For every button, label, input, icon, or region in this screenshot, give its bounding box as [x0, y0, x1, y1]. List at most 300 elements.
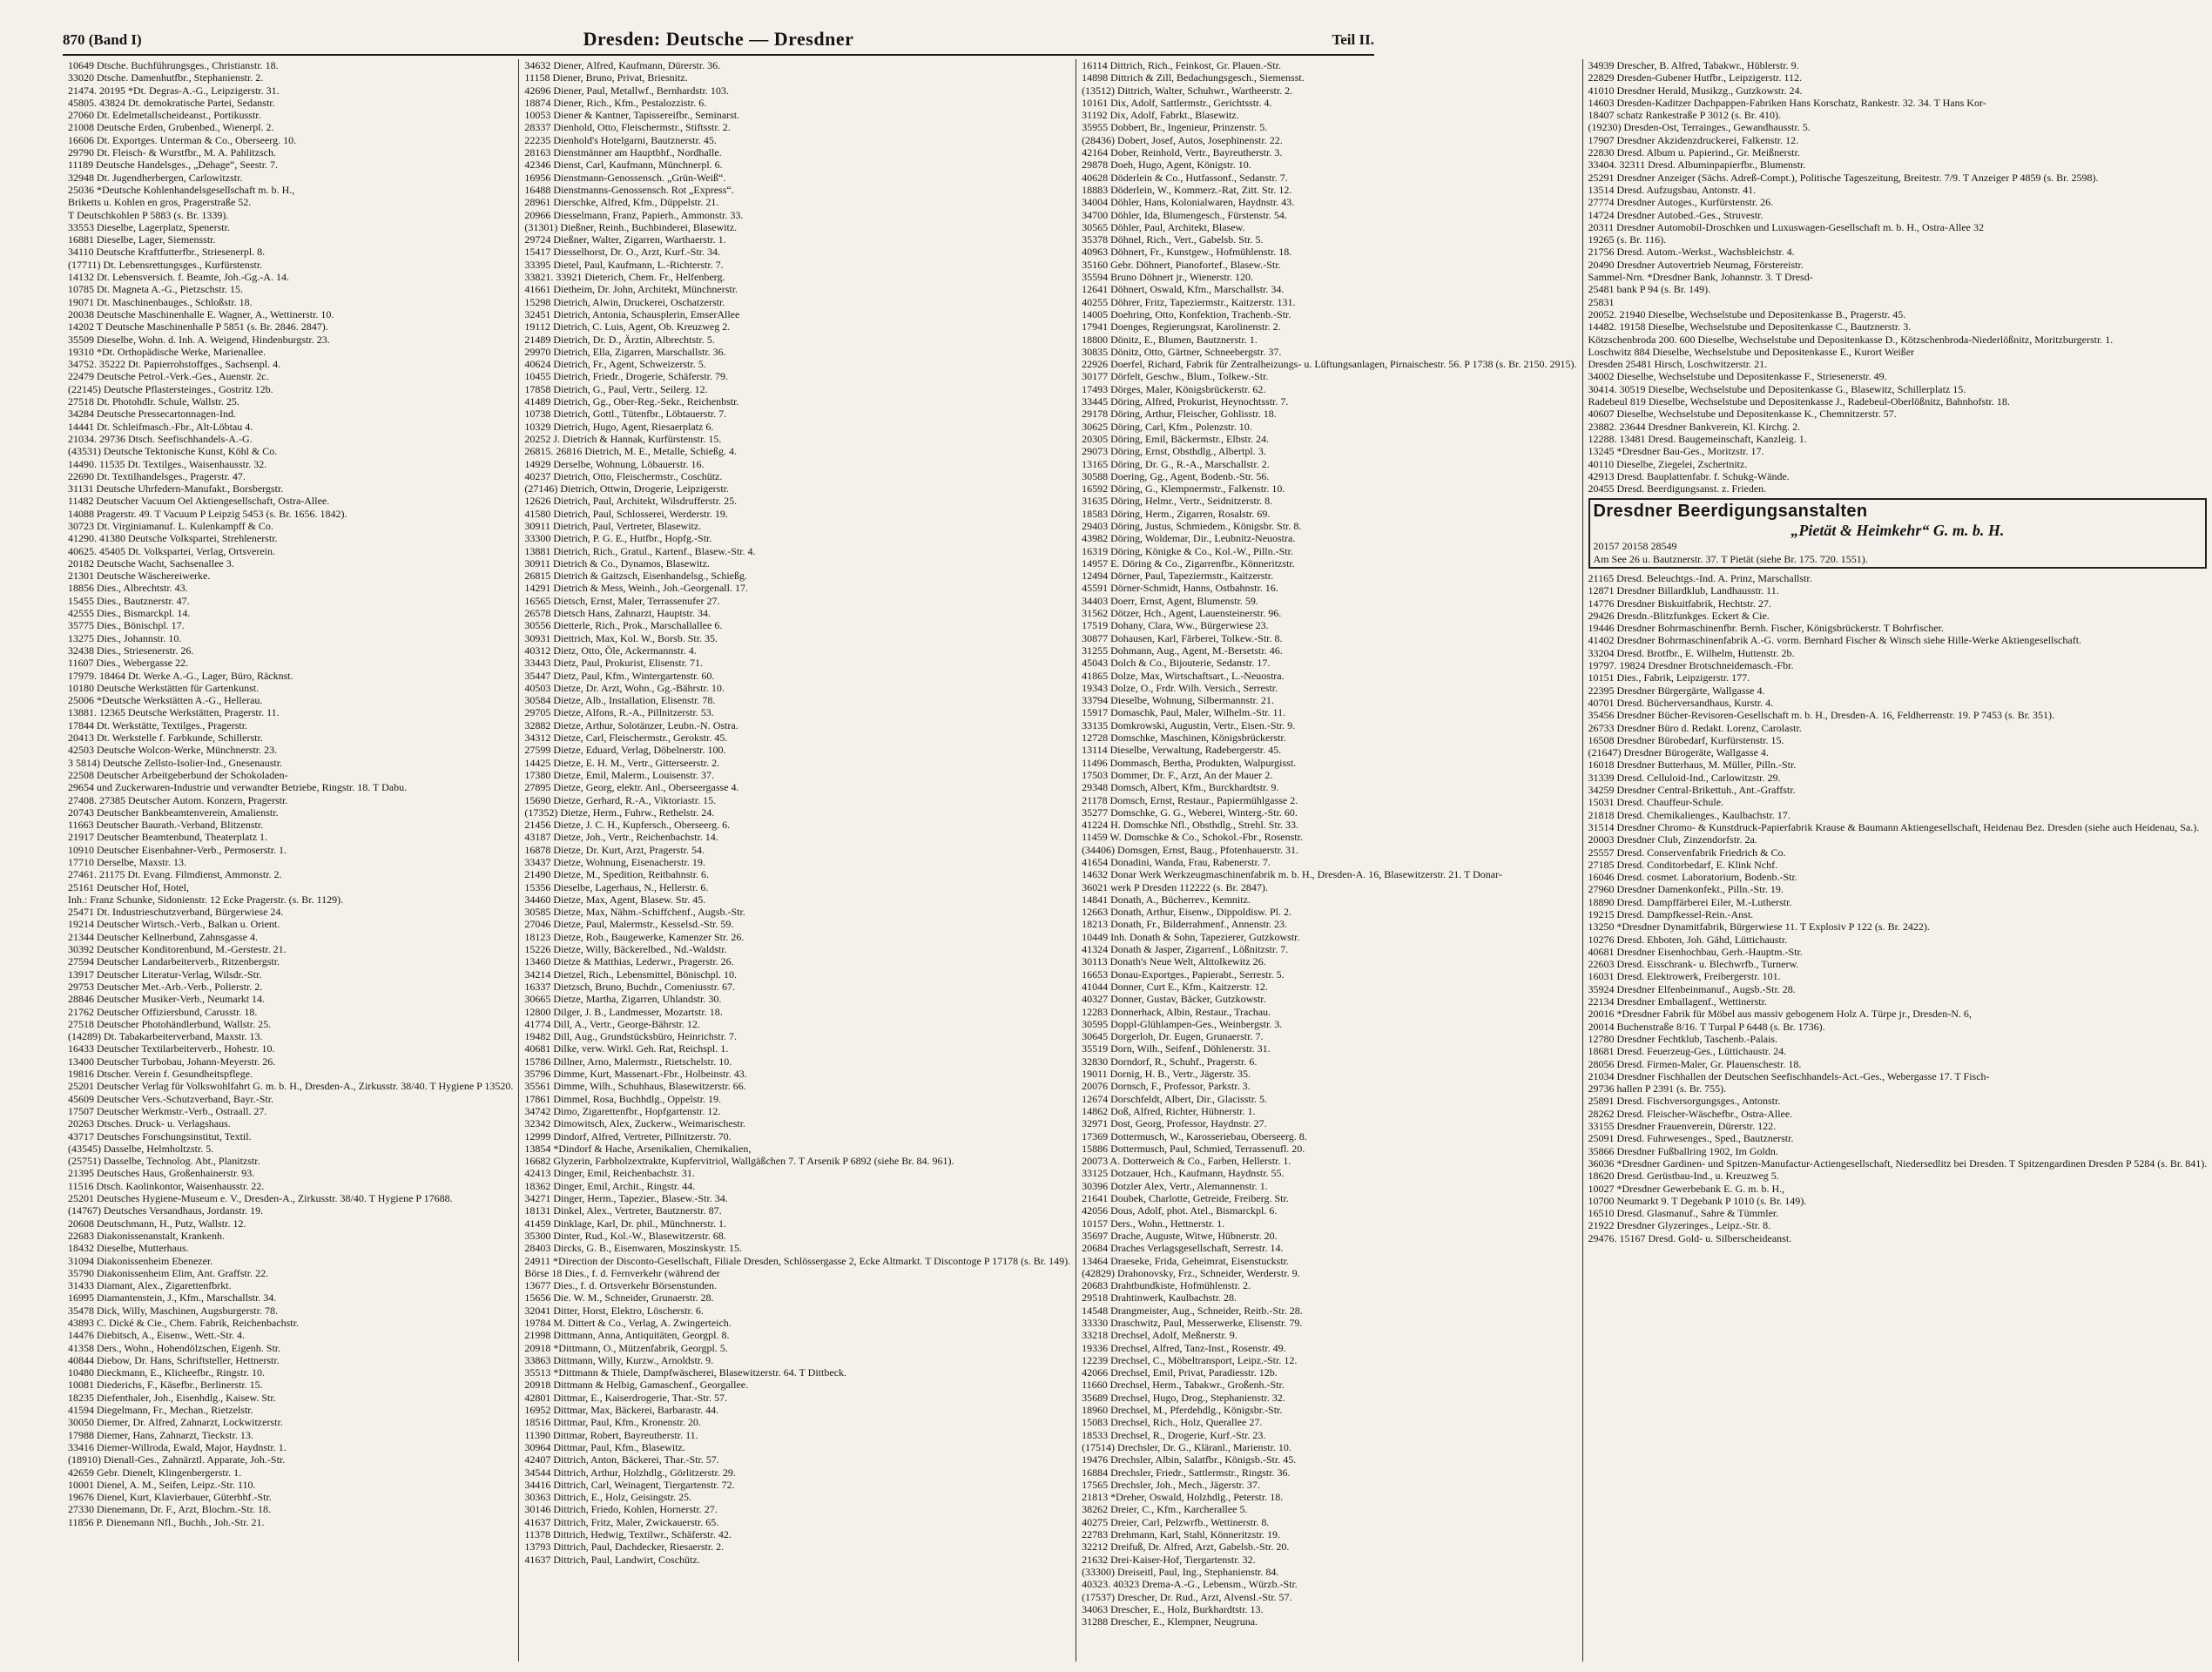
directory-entry: 3 5814) Deutsche Zellsto-Isolier-Ind., Gnesenaustr. — [68, 756, 283, 769]
directory-entry: 34416 Dittrich, Carl, Weinagent, Tiergartenstr. 72. — [524, 1478, 735, 1491]
directory-entry: 13114 Dieselbe, Verwaltung, Radebergerstr. 45. — [1082, 744, 1282, 757]
directory-entry: 43893 C. Dické & Cie., Chem. Fabrik, Reichenbachstr. — [68, 1316, 299, 1329]
directory-entry: 21165 Dresd. Beleuchtgs.-Ind. A. Prinz, Marschallstr. — [1588, 571, 1812, 584]
directory-entry: 13275 Dies., Johannstr. 10. — [68, 631, 182, 644]
directory-entry: 31094 Diakonissenheim Ebenezer. — [68, 1254, 213, 1267]
directory-entry: (17514) Drechsler, Dr. G., Kläranl., Marienstr. 10. — [1082, 1440, 1291, 1453]
directory-entry: 34271 Dinger, Herm., Tapezier., Blasew.-Str. 34. — [524, 1192, 728, 1205]
directory-entry: Börse 18 Dies., f. d. Fernverkehr (während der — [524, 1266, 720, 1279]
directory-entry: 14929 Derselbe, Wohnung, Löbauerstr. 16. — [524, 457, 705, 470]
directory-entry: 31255 Dohmann, Aug., Agent, M.-Bersetstr. 46. — [1082, 644, 1283, 657]
directory-entry: 22683 Diakonissenanstalt, Krankenh. — [68, 1229, 225, 1242]
directory-entry: 32212 Dreifuß, Dr. Alfred, Arzt, Gabelsb.-Str. 20. — [1082, 1541, 1290, 1554]
directory-entry: 35160 Gebr. Döhnert, Pianofortef., Blasew.-Str. — [1082, 258, 1281, 271]
directory-entry: 10157 Ders., Wohn., Hettnerstr. 1. — [1082, 1217, 1225, 1230]
directory-entry: (17352) Dietze, Herm., Fuhrw., Rethelstr. 24. — [524, 806, 715, 819]
directory-entry: 42346 Dienst, Carl, Kaufmann, Münchnerpl. 6. — [524, 158, 723, 172]
directory-entry: 27046 Dietze, Paul, Malermstr., Kesselsd.-Str. 59. — [524, 918, 734, 931]
directory-entry: 26815. 26816 Dietrich, M. E., Metalle, Schießg. 4. — [524, 445, 738, 458]
directory-entry: 32041 Ditter, Horst, Elektro, Löscherstr. 6. — [524, 1304, 704, 1317]
directory-entry: 41324 Donath & Jasper, Zigarrenf., Lößnitzstr. 7. — [1082, 943, 1289, 956]
directory-entry: 40255 Döhrer, Fritz, Tapeziermstr., Kaitzerstr. 131. — [1082, 295, 1296, 308]
directory-entry: (17711) Dt. Lebensrettungsges., Kurfürstenstr. — [68, 258, 263, 271]
directory-entry: 20016 *Dresdner Fabrik für Möbel aus massiv gebogenem Holz A. Türpe jr., Dresden-N. 6, — [1588, 1008, 1972, 1021]
directory-entry: 33416 Diemer-Willroda, Ewald, Major, Haydnstr. 1. — [68, 1440, 287, 1453]
directory-entry: 16878 Dietze, Dr. Kurt, Arzt, Pragerstr. 54. — [524, 843, 705, 856]
directory-entry: 41865 Dolze, Max, Wirtschaftsart., L.-Neuostra. — [1082, 669, 1285, 682]
directory-entry: 22235 Dienhold's Hotelgarni, Bautznerstr. 45. — [524, 133, 717, 146]
directory-entry: 26815 Dietrich & Gaitzsch, Eisenhandelsg., Schießg. — [524, 570, 747, 583]
directory-entry: 15356 Dieselbe, Lagerhaus, N., Hellerstr. 6. — [524, 880, 709, 893]
directory-entry: 35594 Bruno Döhnert jr., Wienerstr. 120. — [1082, 271, 1254, 284]
directory-entry: 20076 Dornsch, F., Professor, Parkstr. 3. — [1082, 1080, 1251, 1093]
directory-entry: 31514 Dresdner Chromo- & Kunstdruck-Papierfabrik Krause & Baumann Aktiengesellschaft, Heidenau Bez. Dresden (siehe auch Heidenau, Sa.). — [1588, 820, 2200, 833]
directory-entry: 21178 Domsch, Ernst, Restaur., Papiermühlgasse 2. — [1082, 793, 1298, 806]
directory-entry: 34752. 35222 Dt. Papierrohstoffges., Sachsenpl. 4. — [68, 358, 281, 371]
directory-entry: 14862 Doß, Alfred, Richter, Hübnerstr. 1. — [1082, 1104, 1256, 1117]
directory-entry: 29790 Dt. Fleisch- & Wurstfbr., M. A. Pahlitzsch. — [68, 146, 276, 159]
directory-entry: 30584 Dietze, Alb., Installation, Elisenstr. 78. — [524, 694, 716, 707]
directory-entry: 15083 Drechsel, Rich., Holz, Querallee 27. — [1082, 1416, 1263, 1429]
directory-entry: 45591 Dörner-Schmidt, Hanns, Ostbahnstr. 16. — [1082, 582, 1278, 595]
directory-entry: 10910 Deutscher Eisenbahner-Verb., Permoserstr. 1. — [68, 843, 287, 856]
directory-entry: 30665 Dietze, Martha, Zigarren, Uhlandstr. 30. — [524, 993, 722, 1006]
directory-entry: 21818 Dresd. Chemikalienges., Kaulbachstr. 17. — [1588, 808, 1791, 821]
directory-entry: 34259 Dresdner Central-Brikettuh., Ant.-Graffstr. — [1588, 784, 1796, 797]
directory-entry: 19676 Dienel, Kurt, Klavierbauer, Güterbhf.-Str. — [68, 1491, 272, 1504]
directory-entry: 12288. 13481 Dresd. Baugemeinschaft, Kanzleig. 1. — [1588, 432, 1807, 445]
directory-entry: 20684 Draches Verlagsgesellschaft, Serrestr. 14. — [1082, 1242, 1284, 1255]
directory-entry: 34632 Diener, Alfred, Kaufmann, Dürerstr. 36. — [524, 59, 721, 71]
directory-entry: 29348 Domsch, Albert, Kfm., Burckhardtstr. 9. — [1082, 781, 1279, 794]
directory-entry: 22395 Dresdner Bürgergärte, Wallgasse 4. — [1588, 684, 1765, 697]
directory-entry: 36021 werk P Dresden 112222 (s. Br. 2847). — [1082, 880, 1268, 893]
directory-entry: (43531) Deutsche Tektonische Kunst, Köhl & Co. — [68, 445, 278, 458]
directory-entry: 21917 Deutscher Beamtenbund, Theaterplatz 1. — [68, 831, 268, 844]
directory-entry: Dresden 25481 Hirsch, Loschwitzerstr. 21. — [1588, 358, 1768, 371]
directory-entry: 33020 Dtsche. Damenhutfbr., Stephanienstr. 2. — [68, 71, 264, 84]
directory-entry: 20263 Dtsches. Druck- u. Verlagshaus. — [68, 1117, 231, 1130]
directory-entry: 21632 Drei-Kaiser-Hof, Tiergartenstr. 32. — [1082, 1553, 1256, 1566]
directory-entry: 40110 Dieselbe, Ziegelei, Zschertnitz. — [1588, 457, 1748, 470]
directory-entry: 11856 P. Dienemann Nfl., Buchh., Joh.-Str. 21. — [68, 1515, 265, 1528]
directory-entry: 15690 Dietze, Gerhard, R.-A., Viktoriastr. 15. — [524, 793, 717, 806]
directory-entry: 21489 Dietrich, Dr. D., Ärztin, Albrechtstr. 5. — [524, 333, 715, 346]
directory-entry: 33437 Dietze, Wohnung, Eisenacherstr. 19. — [524, 856, 705, 868]
directory-entry: 16682 Glyzerin, Farbholzextrakte, Kupfervitriol, Wallgäßchen 7. T Arsenik P 6892 (siehe Br. 84. 961). — [524, 1155, 954, 1168]
directory-entry: 12999 Dindorf, Alfred, Vertreter, Pillnitzerstr. 70. — [524, 1129, 732, 1143]
directory-entry: 34110 Deutsche Kraftfutterfbr., Striesenerpl. 8. — [68, 246, 266, 259]
directory-entry: 30595 Doppl-Glühlampen-Ges., Weinbergstr. 3. — [1082, 1017, 1283, 1030]
directory-entry: 33395 Dietel, Paul, Kaufmann, L.-Richterstr. 7. — [524, 258, 724, 271]
directory-entry: 29476. 15167 Dresd. Gold- u. Silberscheideanst. — [1588, 1231, 1792, 1244]
directory-entry: 32342 Dimowitsch, Alex, Zuckerw., Weimarischestr. — [524, 1117, 746, 1130]
directory-entry: 18432 Dieselbe, Mutterhaus. — [68, 1242, 189, 1255]
directory-entry: 11496 Dommasch, Bertha, Produkten, Walpurgisst. — [1082, 756, 1297, 769]
directory-entry: 19797. 19824 Dresdner Brotschneidemasch.-Fbr. — [1588, 659, 1794, 672]
directory-entry: 18890 Dresd. Dampffärberei Eiler, M.-Lutherstr. — [1588, 895, 1792, 908]
directory-entry: 17979. 18464 Dt. Werke A.-G., Lager, Büro, Räcknst. — [68, 669, 293, 682]
directory-entry: 14957 E. Döring & Co., Zigarrenfbr., Könneritzstr. — [1082, 556, 1295, 570]
directory-entry: (21647) Dresdner Bürogeräte, Wallgasse 4. — [1588, 746, 1769, 759]
directory-entry: 21641 Doubek, Charlotte, Getreide, Freiberg. Str. — [1082, 1192, 1289, 1205]
directory-entry: 20052. 21940 Dieselbe, Wechselstube und Depositenkasse B., Pragerstr. 45. — [1588, 307, 1906, 320]
directory-entry: 21922 Dresdner Glyzeringes., Leipz.-Str. 8. — [1588, 1219, 1771, 1232]
directory-entry: 11660 Drechsel, Herm., Tabakwr., Großenh.-Str. — [1082, 1379, 1285, 1392]
directory-entry: 41489 Dietrich, Gg., Ober-Reg.-Sekr., Reichenbstr. — [524, 395, 739, 408]
directory-entry: (14767) Deutsches Versandhaus, Jordanstr. 19. — [68, 1204, 264, 1217]
directory-entry: 16018 Dresdner Butterhaus, M. Müller, Pilln.-Str. — [1588, 758, 1797, 772]
directory-entry: 30931 Diettrich, Max, Kol. W., Borsb. Str. 35. — [524, 631, 718, 644]
directory-entry: 10180 Deutsche Werkstätten für Gartenkunst. — [68, 681, 260, 694]
directory-entry: 40624 Dietrich, Fr., Agent, Schweizerstr. 5. — [524, 358, 706, 371]
directory-entry: 16510 Dresd. Glasmanuf., Sahre & Tümmler. — [1588, 1207, 1779, 1220]
directory-entry: 40963 Döhnert, Fr., Kunstgew., Hofmühlenstr. 18. — [1082, 246, 1292, 259]
directory-entry: 35796 Dimme, Kurt, Massenart.-Fbr., Holbeinstr. 43. — [524, 1068, 747, 1081]
directory-entry: 12494 Dörner, Paul, Tapeziermstr., Kaitzerstr. — [1082, 570, 1274, 583]
directory-entry: 35689 Drechsel, Hugo, Drog., Stephanienstr. 32. — [1082, 1391, 1285, 1404]
directory-entry: 17941 Doenges, Regierungsrat, Karolinenstr. 2. — [1082, 320, 1281, 334]
directory-entry: 17988 Diemer, Hans, Zahnarzt, Tieckstr. 13. — [68, 1428, 253, 1441]
directory-entry: 42659 Gebr. Dienelt, Klingenbergerstr. 1. — [68, 1466, 242, 1479]
directory-entry: 12283 Donnerhack, Albin, Restaur., Trachau. — [1082, 1005, 1271, 1018]
ad-subtitle: „Pietät & Heimkehr“ G. m. b. H. — [1791, 522, 2005, 540]
directory-entry: 22690 Dt. Textilhandelsges., Pragerstr. 47. — [68, 469, 246, 482]
directory-entry: 17507 Deutscher Werkmstr.-Verb., Ostraall. 27. — [68, 1104, 267, 1117]
directory-entry: 30911 Dietrich & Co., Dynamos, Blasewitz. — [524, 556, 710, 570]
directory-entry: 35866 Dresdner Fußballring 1902, Im Goldn. — [1588, 1144, 1778, 1157]
directory-entry: (25751) Dasselbe, Technolog. Abt., Planitzstr. — [68, 1155, 260, 1168]
directory-entry: 30392 Deutscher Konditorenbund, M.-Gerstestr. 21. — [68, 943, 287, 956]
directory-entry: 17380 Dietze, Emil, Malerm., Louisenstr. 37. — [524, 768, 715, 781]
directory-entry: 10001 Dienel, A. M., Seifen, Leipz.-Str. 110. — [68, 1478, 256, 1491]
directory-entry: 33204 Dresd. Brotfbr., E. Wilhelm, Huttenstr. 2b. — [1588, 646, 1795, 659]
directory-entry: 21813 *Dreher, Oswald, Holzhdlg., Peterstr. 18. — [1082, 1491, 1284, 1504]
directory-entry: 10449 Inh. Donath & Sohn, Tapezierer, Gutzkowstr. — [1082, 930, 1300, 943]
directory-entry: 41402 Dresdner Bohrmaschinenfabrik A.-G. vorm. Bernhard Fischer & Winsch siehe Hille-Werke Aktiengesellschaft. — [1588, 634, 2082, 647]
directory-entry: 42413 Dinger, Emil, Reichenbachstr. 31. — [524, 1167, 695, 1180]
directory-entry: 24911 *Direction der Disconto-Gesellschaft, Filiale Dresden, Schlössergasse 2, Ecke Altmarkt. T Discontoge P 17178 (s. Br. 149). — [524, 1254, 1071, 1267]
directory-entry: 40607 Dieselbe, Wechselstube und Depositenkasse K., Chemnitzerstr. 57. — [1588, 408, 1897, 421]
directory-entry: 41459 Dinklage, Karl, Dr. phil., Münchnerstr. 1. — [524, 1217, 727, 1230]
directory-entry: 17503 Dommer, Dr. F., Arzt, An der Mauer 2. — [1082, 768, 1273, 781]
directory-entry: 13250 *Dresdner Dynamitfabrik, Bürgerwiese 11. T Explosiv P 122 (s. Br. 2422). — [1588, 920, 1930, 934]
ad-text: Am See 26 u. Bautznerstr. 37. T Pietät (siehe Br. 175. 720. 1551). — [1593, 552, 1868, 565]
directory-entry: 38262 Dreier, C., Kfm., Karcherallee 5. — [1082, 1503, 1248, 1516]
directory-entry: 30625 Döring, Carl, Kfm., Polenzstr. 10. — [1082, 420, 1252, 433]
directory-entry: 13677 Dies., f. d. Ortsverkehr Börsenstunden. — [524, 1279, 718, 1292]
directory-entry: 45805. 43824 Dt. demokratische Partei, Sedanstr. — [68, 96, 275, 109]
directory-entry: 14632 Donar Werk Werkzeugmaschinenfabrik m. b. H., Dresden-A. 16, Blasewitzerstr. 21. T Donar- — [1082, 868, 1502, 881]
directory-entry: 29705 Dietze, Alfons, R.-A., Pillnitzerstr. 53. — [524, 706, 714, 719]
directory-entry: (17537) Drescher, Dr. Rud., Arzt, Alvensl.-Str. 57. — [1082, 1590, 1292, 1603]
directory-entry: 41358 Ders., Wohn., Hohendölzschen, Eigenh. Str. — [68, 1341, 281, 1354]
directory-entry: 35509 Dieselbe, Wohn. d. Inh. A. Weigend, Hindenburgstr. 23. — [68, 333, 330, 346]
directory-entry: 28163 Dienstmänner am Hauptbhf., Nordhalle. — [524, 146, 722, 159]
directory-entry: 17369 Dottermusch, W., Karosseriebau, Oberseerg. 8. — [1082, 1129, 1307, 1143]
directory-entry: Kötzschenbroda 200. 600 Dieselbe, Wechselstube und Depositenkasse D., Kötzschenbroda-Niederlößnitz, Moritzburgerstr. 1. — [1588, 333, 2114, 346]
directory-entry: 40237 Dietrich, Otto, Fleischermstr., Coschütz. — [524, 469, 723, 482]
directory-entry: 29753 Deutscher Met.-Arb.-Verb., Polierstr. 2. — [68, 980, 263, 993]
directory-entry: 41594 Diegelmann, Fr., Mechan., Rietzelstr. — [68, 1404, 253, 1417]
directory-entry: 13881 Dietrich, Rich., Gratul., Kartenf., Blasew.-Str. 4. — [524, 544, 756, 557]
directory-entry: Briketts u. Kohlen en gros, Pragerstraße 52. — [68, 196, 252, 209]
directory-entry: 16565 Dietsch, Ernst, Maler, Terrassenufer 27. — [524, 594, 720, 607]
directory-entry: 10738 Dietrich, Gottl., Tütenfbr., Löbtauerstr. 7. — [524, 408, 727, 421]
directory-entry: 18883 Döderlein, W., Kommerz.-Rat, Zitt. Str. 12. — [1082, 183, 1292, 196]
directory-entry: 35378 Döhnel, Rich., Vert., Gabelsb. Str. 5. — [1082, 233, 1264, 246]
directory-entry: 19476 Drechsler, Albin, Salatfbr., Königsb.-Str. 45. — [1082, 1453, 1297, 1466]
directory-entry: 20073 A. Dotterweich & Co., Farben, Hellerstr. 1. — [1082, 1155, 1291, 1168]
directory-entry: 13917 Deutscher Literatur-Verlag, Wilsdr.-Str. — [68, 967, 262, 981]
directory-entry: 14841 Donath, A., Bücherrev., Kemnitz. — [1082, 893, 1251, 906]
directory-entry: 16508 Dresdner Bürobedarf, Kurfürstenstr. 15. — [1588, 733, 1784, 746]
directory-entry: 29518 Drahtinwerk, Kaulbachstr. 28. — [1082, 1291, 1238, 1305]
directory-entry: 19816 Dtscher. Verein f. Gesundheitspflege. — [68, 1068, 253, 1081]
directory-entry: 30911 Dietrich, Paul, Vertreter, Blasewitz. — [524, 519, 702, 532]
directory-entry: 33135 Domkrowski, Augustin, Vertr., Eisen.-Str. 9. — [1082, 718, 1296, 732]
directory-entry: 19265 (s. Br. 116). — [1588, 233, 1667, 246]
directory-entry: 41637 Dittrich, Fritz, Maler, Zwickauerstr. 65. — [524, 1515, 719, 1528]
directory-entry: 14202 T Deutsche Maschinenhalle P 5851 (s. Br. 2846. 2847). — [68, 320, 328, 334]
directory-entry: 21301 Deutsche Wäschereiwerke. — [68, 570, 211, 583]
directory-entry: 19011 Dornig, H. B., Vertr., Jägerstr. 35. — [1082, 1068, 1251, 1081]
directory-entry: 13793 Dittrich, Paul, Dachdecker, Riesaerstr. 2. — [524, 1541, 725, 1554]
directory-entry: 16653 Donau-Exportges., Papierabt., Serrestr. 5. — [1082, 967, 1285, 981]
directory-entry: 29403 Döring, Justus, Schmiedem., Königsbr. Str. 8. — [1082, 519, 1302, 532]
directory-entry: 25831 — [1588, 295, 1615, 308]
directory-entry: 33443 Dietz, Paul, Prokurist, Elisenstr. 71. — [524, 657, 704, 670]
directory-entry: 10151 Dies., Fabrik, Leipzigerstr. 177. — [1588, 671, 1750, 684]
directory-entry: 21395 Deutsches Haus, Großenhainerstr. 93. — [68, 1167, 255, 1180]
directory-entry: 34544 Dittrich, Arthur, Holzhdlg., Görlitzerstr. 29. — [524, 1466, 736, 1479]
directory-entry: T Deutschkohlen P 5883 (s. Br. 1339). — [68, 208, 229, 221]
directory-entry: 10480 Dieckmann, E., Klicheefbr., Ringstr. 10. — [68, 1366, 265, 1379]
directory-entry: 26733 Dresdner Büro d. Redakt. Lorenz, Carolastr. — [1588, 721, 1802, 734]
page-title: Dresden: Deutsche — Dresdner — [583, 28, 854, 50]
directory-entry: 40503 Dietze, Dr. Arzt, Wohn., Gg.-Bährstr. 10. — [524, 681, 725, 694]
directory-entry: 30877 Dohausen, Karl, Färberei, Tolkew.-Str. 8. — [1082, 631, 1283, 644]
directory-entry: 20683 Drahtbundkiste, Hofmühlenstr. 2. — [1082, 1279, 1251, 1292]
directory-entry: 21490 Dietze, M., Spedition, Reitbahnstr. 6. — [524, 868, 710, 881]
directory-entry: (19230) Dresden-Ost, Terrainges., Gewandhausstr. 5. — [1588, 121, 1811, 134]
directory-entry: 16114 Dittrich, Rich., Feinkost, Gr. Plauen.-Str. — [1082, 59, 1281, 71]
directory-entry: 35561 Dimme, Wilh., Schuhhaus, Blasewitzerstr. 66. — [524, 1080, 746, 1093]
directory-entry: 34063 Drescher, E., Holz, Burkhardtstr. 13. — [1082, 1602, 1264, 1615]
directory-entry: 29654 und Zuckerwaren-Industrie und verwandter Betriebe, Ringstr. 18. T Dabu. — [68, 781, 408, 794]
directory-entry: 10276 Dresd. Ehboten, Joh. Gähd, Lüttichaustr. — [1588, 933, 1788, 946]
directory-entry: 17519 Dohany, Clara, Ww., Bürgerwiese 23. — [1082, 619, 1269, 632]
directory-entry: 35924 Dresdner Elfenbeinmanuf., Augsb.-Str. 28. — [1588, 982, 1796, 995]
directory-entry: 20003 Dresdner Club, Zinzendorfstr. 2a. — [1588, 833, 1757, 846]
directory-entry: 18960 Drechsel, M., Pferdehdlg., Königsbr.-Str. — [1082, 1404, 1283, 1417]
directory-entry: (33300) Dreiseitl, Paul, Ing., Stephanienstr. 84. — [1082, 1565, 1279, 1578]
directory-entry: 26578 Dietsch Hans, Zahnarzt, Hauptstr. 34. — [524, 607, 711, 620]
directory-entry: (43545) Dasselbe, Helmholtzstr. 5. — [68, 1142, 214, 1155]
page-number: 870 (Band I) — [63, 31, 142, 48]
column-3 — [1076, 59, 1581, 1662]
directory-entry: 19343 Dolze, O., Frdr. Wilh. Versich., Serrestr. — [1082, 681, 1278, 694]
directory-entry: 30565 Döhler, Paul, Architekt, Blasew. — [1082, 220, 1245, 233]
directory-entry: 34700 Döhler, Ida, Blumengesch., Fürstenstr. 54. — [1082, 208, 1287, 221]
directory-entry: 12780 Dresdner Fechtklub, Taschenb.-Palais. — [1588, 1032, 1778, 1045]
directory-entry: 35519 Dorn, Wilh., Seifenf., Döhlenerstr. 31. — [1082, 1042, 1271, 1055]
directory-entry: 16956 Dienstmann-Genossensch. „Grün-Weiß“. — [524, 171, 726, 184]
directory-entry: 42164 Dober, Reinhold, Vertr., Bayreutherstr. 3. — [1082, 146, 1283, 159]
directory-entry: 16881 Dieselbe, Lager, Siemensstr. — [68, 233, 216, 246]
directory-entry: 14490. 11535 Dt. Textilges., Waisenhausstr. 32. — [68, 457, 267, 470]
directory-entry: 17861 Dimmel, Rosa, Buchhdlg., Oppelstr. 19. — [524, 1092, 722, 1105]
directory-entry: 40275 Dreier, Carl, Pelzwrfb., Wettinerstr. 8. — [1082, 1515, 1270, 1528]
directory-entry: 11378 Dittrich, Hedwig, Textilwr., Schäferstr. 42. — [524, 1528, 732, 1541]
directory-entry: 14005 Doehring, Otto, Konfektion, Trachenb.-Str. — [1082, 307, 1291, 320]
ad-title: Dresdner Beerdigungsanstalten — [1593, 502, 1868, 522]
directory-entry: 17844 Dt. Werkstätte, Textilges., Pragerstr. — [68, 718, 248, 732]
directory-entry: 25481 bank P 94 (s. Br. 149). — [1588, 283, 1711, 296]
directory-entry: 20455 Dresd. Beerdigungsanst. z. Frieden. — [1588, 482, 1767, 496]
directory-entry: 25291 Dresdner Anzeiger (Sächs. Adreß-Compt.), Politische Tageszeitung, Breitestr. 7/9. T Anzeiger P 4859 (s. Br. 2598). — [1588, 171, 2099, 184]
directory-entry: 12663 Donath, Arthur, Eisenw., Dippoldisw. Pl. 2. — [1082, 906, 1292, 919]
directory-entry: 15455 Dies., Bautznerstr. 47. — [68, 594, 190, 607]
directory-entry: 16488 Dienstmanns-Genossensch. Rot „Express“. — [524, 183, 734, 196]
directory-entry: 40701 Dresd. Bücherversandhaus, Kurstr. 4. — [1588, 696, 1774, 709]
directory-entry: 13881. 12365 Deutsche Werkstätten, Pragerstr. 11. — [68, 706, 280, 719]
directory-entry: 21456 Dietze, J. C. H., Kupfersch., Oberseerg. 6. — [524, 819, 731, 832]
directory-entry: 35447 Dietz, Paul, Kfm., Wintergartenstr. 60. — [524, 669, 715, 682]
directory-entry: 32971 Dost, Georg, Professor, Haydnstr. 27. — [1082, 1117, 1267, 1130]
directory-entry: 27185 Dresd. Conditorbedarf, E. Klink Nchf. — [1588, 858, 1778, 871]
directory-entry: 21008 Deutsche Erden, Grubenbed., Wienerpl. 2. — [68, 121, 274, 134]
directory-entry: 20918 *Dittmann, O., Mützenfabrik, Georgpl. 5. — [524, 1341, 728, 1354]
directory-entry: 31562 Dötzer, Hch., Agent, Lauensteinerstr. 96. — [1082, 607, 1282, 620]
directory-entry: 32830 Dorndorf, R., Schuhf., Pragerstr. 6. — [1082, 1055, 1258, 1068]
directory-columns — [63, 59, 2208, 1662]
directory-entry: 19482 Dill, Aug., Grundstücksbüro, Heinrichstr. 7. — [524, 1030, 738, 1043]
directory-entry: 16319 Döring, Königke & Co., Kol.-W., Pilln.-Str. — [1082, 544, 1293, 557]
directory-entry: 15917 Domaschk, Paul, Maler, Wilhelm.-Str. 11. — [1082, 706, 1286, 719]
directory-entry: 27599 Dietze, Eduard, Verlag, Döbelnerstr. 100. — [524, 744, 726, 757]
directory-entry: 28846 Deutscher Musiker-Verb., Neumarkt 14. — [68, 993, 266, 1006]
directory-entry: 29970 Dietrich, Ella, Zigarren, Marschallstr. 36. — [524, 345, 726, 358]
directory-entry: 30146 Dittrich, Friedo, Kohlen, Hornerstr. 27. — [524, 1503, 718, 1516]
directory-entry: 29736 hallen P 2391 (s. Br. 755). — [1588, 1082, 1727, 1096]
directory-entry: 29426 Dresdn.-Blitzfunkges. Eckert & Cie. — [1588, 609, 1770, 622]
directory-entry: 30835 Dönitz, Otto, Gärtner, Schneebergstr. 37. — [1082, 345, 1282, 358]
directory-entry: 21998 Dittmann, Anna, Antiquitäten, Georgpl. 8. — [524, 1329, 730, 1342]
directory-entry: 18213 Donath, Fr., Bilderrahmenf., Annenstr. 23. — [1082, 918, 1288, 931]
directory-entry: 11663 Deutscher Baurath.-Verband, Blitzenstr. — [68, 819, 264, 832]
directory-entry: 15226 Dietze, Willy, Bäckerelbed., Nd.-Waldstr. — [524, 943, 727, 956]
directory-entry: 16884 Drechsler, Friedr., Sattlermstr., Ringstr. 36. — [1082, 1466, 1291, 1479]
directory-entry: 20966 Diesselmann, Franz, Papierh., Ammonstr. 33. — [524, 208, 744, 221]
directory-entry: 42555 Dies., Bismarckpl. 14. — [68, 607, 191, 620]
directory-entry: 41010 Dresdner Herald, Musikzg., Gutzkowstr. 24. — [1588, 84, 1803, 97]
directory-entry: 30723 Dt. Virginiamanuf. L. Kulenkampff & Co. — [68, 519, 273, 532]
directory-entry: 31635 Döring, Helmr., Vertr., Seidnitzerstr. 8. — [1082, 495, 1273, 508]
directory-entry: 27330 Dienemann, Dr. F., Arzt, Blochm.-Str. 18. — [68, 1503, 272, 1516]
directory-entry: 22603 Dresd. Eisschrank- u. Blechwrfb., Turnerw. — [1588, 958, 1799, 971]
directory-entry: 19071 Dt. Maschinenbauges., Schloßstr. 18. — [68, 295, 253, 308]
directory-entry: 42696 Diener, Paul, Metallwf., Bernhardstr. 103. — [524, 84, 729, 97]
directory-entry: 43187 Dietze, Joh., Vertr., Reichenbachstr. 14. — [524, 831, 718, 844]
directory-entry: 30177 Dörfelt, Geschw., Blum., Tolkew.-Str. — [1082, 370, 1269, 383]
directory-entry: 30588 Doering, Gg., Agent, Bodenb.-Str. 56. — [1082, 469, 1270, 482]
directory-entry: 28262 Dresd. Fleischer-Wäschefbr., Ostra-Allee. — [1588, 1107, 1793, 1120]
directory-entry: 34312 Dietze, Carl, Fleischermstr., Gerokstr. 45. — [524, 732, 728, 745]
directory-entry: 41654 Donadini, Wanda, Frau, Rabenerstr. 7. — [1082, 856, 1271, 868]
directory-entry: 20182 Deutsche Wacht, Sachsenallee 3. — [68, 556, 234, 570]
directory-entry: 13854 *Dindorf & Hache, Arsenikalien, Chemikalien, — [524, 1142, 752, 1155]
directory-entry: 14776 Dresdner Biskuitfabrik, Hechtstr. 27. — [1588, 597, 1771, 610]
directory-entry: 27518 Deutscher Photohändlerbund, Wallstr. 25. — [68, 1017, 272, 1030]
directory-entry: 19784 M. Dittert & Co., Verlag, A. Zwingerteich. — [524, 1316, 732, 1329]
directory-entry: 18362 Dinger, Emil, Archit., Ringstr. 44. — [524, 1179, 696, 1192]
directory-entry: 33330 Draschwitz, Paul, Messerwerke, Elisenstr. 79. — [1082, 1316, 1303, 1329]
directory-entry: 21474. 20195 *Dt. Degras-A.-G., Leipzigerstr. 31. — [68, 84, 280, 97]
directory-entry: 25471 Dt. Industrieschutzverband, Bürgerwiese 24. — [68, 906, 284, 919]
directory-entry: 10455 Dietrich, Friedr., Drogerie, Schäferstr. 79. — [524, 370, 728, 383]
directory-entry: 18620 Dresd. Gerüstbau-Ind., u. Kreuzweg 5. — [1588, 1170, 1779, 1183]
directory-entry: Inh.: Franz Schunke, Sidonienstr. 12 Ecke Pragerstr. (s. Br. 1129). — [68, 893, 344, 906]
directory-entry: 31433 Diamant, Alex., Zigarettenfbrkt. — [68, 1279, 232, 1292]
directory-entry: 10081 Diederichs, F., Käsefbr., Berlinerstr. 15. — [68, 1379, 263, 1392]
directory-entry: 29724 Dießner, Walter, Zigarren, Warthaerstr. 1. — [524, 233, 726, 246]
directory-entry: 42801 Dittmar, E., Kaiserdrogerie, Thar.-Str. 57. — [524, 1391, 727, 1404]
directory-entry: 41637 Dittrich, Paul, Landwirt, Coschütz. — [524, 1553, 700, 1566]
directory-entry: 43982 Döring, Woldemar, Dir., Leubnitz-Neuostra. — [1082, 532, 1296, 545]
column-1 — [63, 59, 518, 1662]
directory-entry: 31192 Dix, Adolf, Fabrkt., Blasewitz. — [1082, 109, 1239, 122]
directory-entry: 20490 Dresdner Autovertrieb Neumag, Förstereistr. — [1588, 258, 1804, 271]
directory-entry: 10649 Dtsche. Buchführungsges., Christianstr. 18. — [68, 59, 279, 71]
column-4 — [1582, 59, 2212, 1662]
directory-entry: 20305 Döring, Emil, Bäckermstr., Elbstr. 24. — [1082, 432, 1270, 445]
directory-entry: 35513 *Dittmann & Thiele, Dampfwäscherei, Blasewitzerstr. 64. T Dittbeck. — [524, 1366, 846, 1379]
directory-entry: 35775 Dies., Bönischpl. 17. — [68, 619, 185, 632]
directory-entry: 12800 Dilger, J. B., Landmesser, Mozartstr. 18. — [524, 1005, 723, 1018]
directory-entry: 40323. 40323 Drema-A.-G., Lebensm., Würzb.-Str. — [1082, 1578, 1298, 1591]
directory-entry: 11516 Dtsch. Kaolinkontor, Waisenhausstr. 22. — [68, 1179, 265, 1192]
directory-entry: 45609 Deutscher Vers.-Schutzverband, Bayr.-Str. — [68, 1092, 274, 1105]
directory-entry: 22479 Deutsche Petrol.-Verk.-Ges., Auenstr. 2c. — [68, 370, 269, 383]
directory-entry: 22508 Deutscher Arbeitgeberbund der Schokoladen- — [68, 768, 288, 781]
directory-entry: 33300 Dietrich, P. G. E., Hutfbr., Hopfg.-Str. — [524, 532, 712, 545]
directory-entry: 12626 Dietrich, Paul, Architekt, Wilsdrufferstr. 25. — [524, 495, 738, 508]
directory-entry: 18583 Döring, Herm., Zigarren, Rosalstr. 69. — [1082, 507, 1271, 520]
directory-entry: 19112 Dietrich, C. Luis, Agent, Ob. Kreuzweg 2. — [524, 320, 731, 334]
directory-entry: 13460 Dietze & Matthias, Lederwr., Pragerstr. 26. — [524, 955, 734, 968]
directory-entry: 17565 Drechsler, Joh., Mech., Jägerstr. 37. — [1082, 1478, 1260, 1491]
directory-entry: 28961 Dierschke, Alfred, Kfm., Düppelstr. 21. — [524, 196, 719, 209]
directory-entry: 10053 Diener & Kantner, Tapissereifbr., Seminarst. — [524, 109, 740, 122]
directory-entry: 28337 Dienhold, Otto, Fleischermstr., Stiftsstr. 2. — [524, 121, 731, 134]
directory-entry: 42503 Deutsche Wolcon-Werke, Münchnerstr. 23. — [68, 744, 278, 757]
directory-entry: 20311 Dresdner Automobil-Droschken und Luxuswagen-Gesellschaft m. b. H., Ostra-Allee 32 — [1588, 220, 1984, 233]
directory-entry: 11482 Deutscher Vacuum Oel Aktiengesellschaft, Ostra-Allee. — [68, 495, 330, 508]
directory-entry: 34403 Doerr, Ernst, Agent, Blumenstr. 59. — [1082, 594, 1258, 607]
directory-entry: 13464 Draeseke, Frida, Geheimrat, Eisenstuckstr. — [1082, 1254, 1289, 1267]
directory-entry: 30964 Dittmar, Paul, Kfm., Blasewitz. — [524, 1440, 685, 1453]
directory-entry: 19215 Dresd. Dampfkessel-Rein.-Anst. — [1588, 908, 1754, 920]
directory-entry: 42066 Drechsel, Emil, Privat, Paradiesstr. 12b. — [1082, 1366, 1278, 1379]
directory-entry: 11459 W. Domschke & Co., Schokol.-Fbr., Rosenstr. — [1082, 831, 1303, 844]
directory-entry: 22134 Dresdner Emballagenf., Wettinerstr. — [1588, 995, 1767, 1008]
directory-entry: 15417 Diesselhorst, Dr. O., Arzt, Kurf.-Str. 34. — [524, 246, 721, 259]
directory-entry: 12641 Döhnert, Oswald, Kfm., Marschallstr. 34. — [1082, 283, 1285, 296]
directory-entry: 14898 Dittrich & Zill, Bedachungsgesch., Siemensst. — [1082, 71, 1305, 84]
directory-entry: 25091 Dresd. Fuhrwesenges., Sped., Bautznerstr. — [1588, 1132, 1794, 1145]
directory-entry: 16952 Dittmar, Max, Bäckerei, Barbarastr. 44. — [524, 1404, 719, 1417]
